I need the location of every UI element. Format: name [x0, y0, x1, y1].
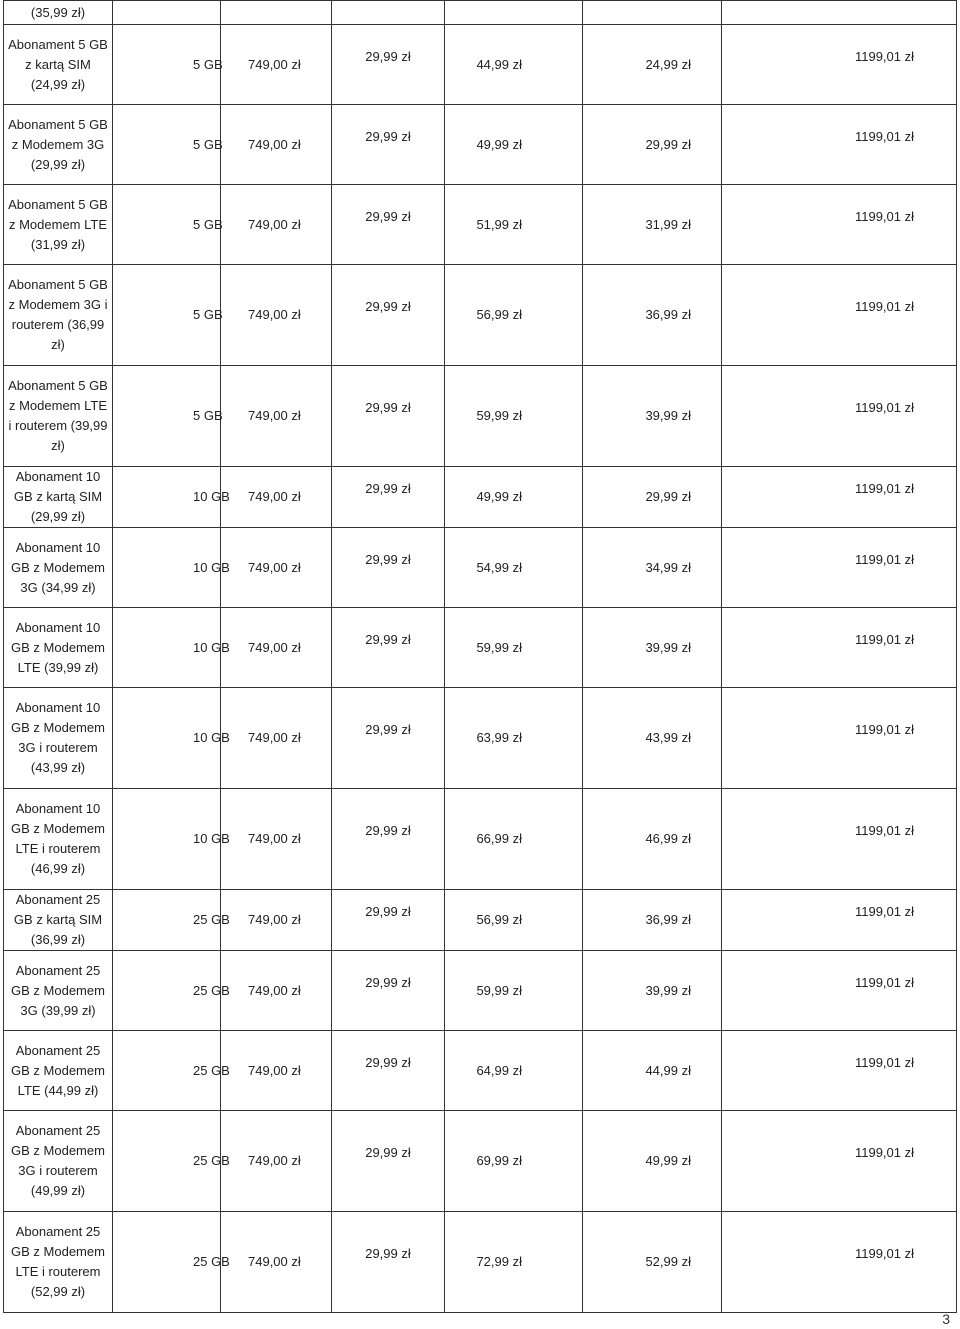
promo-cell: 29,99 zł [583, 105, 722, 185]
total-cell [722, 1031, 957, 1111]
total-cell-text: 1199,01 zł [854, 400, 914, 415]
table-row [4, 528, 957, 608]
data-cell: 5 GB [113, 105, 221, 185]
data-cell: 5 GB [113, 265, 221, 366]
plan-cell: Abonament 5 GB z Modemem LTE (31,99 zł) [4, 185, 113, 265]
fee-cell [332, 688, 445, 789]
promo-cell: 36,99 zł [583, 265, 722, 366]
price-cell: 749,00 zł [221, 1031, 332, 1111]
plan-cell: Abonament 10 GB z Modemem 3G (34,99 zł) [4, 528, 113, 608]
monthly-cell: 72,99 zł [445, 1212, 583, 1313]
total-cell [722, 528, 957, 608]
plan-cell: Abonament 25 GB z Modemem LTE (44,99 zł) [4, 1031, 113, 1111]
monthly-cell: 49,99 zł [445, 467, 583, 528]
monthly-cell: 63,99 zł [445, 688, 583, 789]
plan-cell: Abonament 25 GB z Modemem 3G (39,99 zł) [4, 951, 113, 1031]
table-row [4, 951, 957, 1031]
total-cell-text: 1199,01 zł [854, 551, 914, 567]
data-cell: 25 GB [113, 890, 221, 951]
monthly-cell: 66,99 zł [445, 789, 583, 890]
fee-cell [332, 467, 445, 528]
data-cell: 25 GB [113, 1031, 221, 1111]
fee-cell-text: 29,99 zł [365, 400, 411, 415]
promo-cell: 29,99 zł [583, 467, 722, 528]
monthly-cell: 59,99 zł [445, 951, 583, 1031]
fee-cell-text: 29,99 zł [365, 1145, 411, 1160]
data-cell: 10 GB [113, 688, 221, 789]
plan-cell: Abonament 5 GB z Modemem 3G i routerem (36,99 zł) [4, 265, 113, 366]
total-cell-text: 1199,01 zł [854, 631, 914, 647]
data-cell: 10 GB [113, 608, 221, 688]
monthly-cell: 59,99 zł [445, 366, 583, 467]
total-cell-text: 1199,01 zł [854, 299, 914, 314]
plan-cell: Abonament 10 GB z Modemem LTE (39,99 zł) [4, 608, 113, 688]
fee-cell-text: 29,99 zł [365, 208, 411, 224]
promo-cell: 43,99 zł [583, 688, 722, 789]
promo-cell: 49,99 zł [583, 1111, 722, 1212]
total-cell [722, 1212, 957, 1313]
total-cell-text: 1199,01 zł [854, 128, 914, 144]
pricing-table [3, 0, 957, 1313]
total-cell [722, 608, 957, 688]
price-cell: 749,00 zł [221, 25, 332, 105]
data-cell: 25 GB [113, 951, 221, 1031]
fee-cell [332, 789, 445, 890]
data-cell: 5 GB [113, 185, 221, 265]
fee-cell-text: 29,99 zł [365, 48, 411, 64]
plan-cell: Abonament 25 GB z Modemem LTE i routerem (52,99 zł) [4, 1212, 113, 1313]
data-cell: 25 GB [113, 1111, 221, 1212]
table-row-top-fragment [4, 1, 957, 25]
table-row [4, 1212, 957, 1313]
price-cell: 749,00 zł [221, 265, 332, 366]
fee-cell [332, 528, 445, 608]
plan-cell: Abonament 10 GB z Modemem 3G i routerem (43,99 zł) [4, 688, 113, 789]
price-cell: 749,00 zł [221, 1111, 332, 1212]
data-cell: 10 GB [113, 528, 221, 608]
promo-cell: 46,99 zł [583, 789, 722, 890]
fee-cell [332, 951, 445, 1031]
fee-cell [332, 265, 445, 366]
monthly-cell: 59,99 zł [445, 608, 583, 688]
empty-cell [113, 1, 221, 25]
plan-cell: Abonament 10 GB z Modemem LTE i routerem (46,99 zł) [4, 789, 113, 890]
total-cell [722, 467, 957, 528]
monthly-cell: 56,99 zł [445, 890, 583, 951]
data-cell: 10 GB [113, 467, 221, 528]
total-cell-text: 1199,01 zł [854, 823, 914, 838]
monthly-cell: 51,99 zł [445, 185, 583, 265]
fee-cell [332, 1031, 445, 1111]
fee-cell-text: 29,99 zł [365, 1246, 411, 1261]
fee-cell [332, 608, 445, 688]
table-row [4, 789, 957, 890]
total-cell [722, 366, 957, 467]
price-cell: 749,00 zł [221, 185, 332, 265]
total-cell [722, 105, 957, 185]
table-row [4, 105, 957, 185]
price-cell: 749,00 zł [221, 951, 332, 1031]
fee-cell-text: 29,99 zł [365, 481, 411, 496]
total-cell [722, 265, 957, 366]
price-cell: 749,00 zł [221, 608, 332, 688]
fee-cell-text: 29,99 zł [365, 299, 411, 314]
fee-cell [332, 185, 445, 265]
fee-cell [332, 1111, 445, 1212]
total-cell [722, 688, 957, 789]
fee-cell-text: 29,99 zł [365, 551, 411, 567]
plan-cell: Abonament 5 GB z Modemem LTE i routerem (39,99 zł) [4, 366, 113, 467]
monthly-cell: 64,99 zł [445, 1031, 583, 1111]
price-cell: 749,00 zł [221, 789, 332, 890]
total-cell [722, 185, 957, 265]
table-row [4, 185, 957, 265]
table-row [4, 608, 957, 688]
empty-cell [221, 1, 332, 25]
total-cell-text: 1199,01 zł [854, 48, 914, 64]
plan-cell: Abonament 5 GB z kartą SIM (24,99 zł) [4, 25, 113, 105]
fee-cell-text: 29,99 zł [365, 904, 411, 919]
price-cell: 749,00 zł [221, 688, 332, 789]
table-row [4, 1111, 957, 1212]
empty-cell [445, 1, 583, 25]
promo-cell: 34,99 zł [583, 528, 722, 608]
fee-cell [332, 890, 445, 951]
plan-cell: Abonament 25 GB z kartą SIM (36,99 zł) [4, 890, 113, 951]
promo-cell: 39,99 zł [583, 366, 722, 467]
empty-cell [722, 1, 957, 25]
data-cell: 5 GB [113, 25, 221, 105]
table-body [4, 1, 957, 1313]
total-cell-text: 1199,01 zł [854, 904, 914, 919]
promo-cell: 39,99 zł [583, 951, 722, 1031]
table-row [4, 1031, 957, 1111]
total-cell [722, 951, 957, 1031]
promo-cell: 52,99 zł [583, 1212, 722, 1313]
plan-cell: (35,99 zł) [4, 1, 113, 25]
promo-cell: 36,99 zł [583, 890, 722, 951]
promo-cell: 24,99 zł [583, 25, 722, 105]
total-cell-text: 1199,01 zł [854, 208, 914, 224]
price-cell: 749,00 zł [221, 366, 332, 467]
promo-cell: 31,99 zł [583, 185, 722, 265]
table-row [4, 688, 957, 789]
plan-cell: Abonament 5 GB z Modemem 3G (29,99 zł) [4, 105, 113, 185]
monthly-cell: 69,99 zł [445, 1111, 583, 1212]
price-cell: 749,00 zł [221, 105, 332, 185]
price-cell: 749,00 zł [221, 890, 332, 951]
data-cell: 5 GB [113, 366, 221, 467]
table-row [4, 890, 957, 951]
promo-cell: 39,99 zł [583, 608, 722, 688]
total-cell-text: 1199,01 zł [854, 481, 914, 496]
fee-cell-text: 29,99 zł [365, 631, 411, 647]
fee-cell-text: 29,99 zł [365, 823, 411, 838]
table-row [4, 366, 957, 467]
fee-cell [332, 1212, 445, 1313]
price-cell: 749,00 zł [221, 467, 332, 528]
empty-cell [583, 1, 722, 25]
data-cell: 25 GB [113, 1212, 221, 1313]
table-row [4, 25, 957, 105]
table-row [4, 467, 957, 528]
total-cell [722, 789, 957, 890]
total-cell [722, 890, 957, 951]
total-cell-text: 1199,01 zł [854, 1246, 914, 1261]
fee-cell-text: 29,99 zł [365, 1054, 411, 1070]
page-number: 3 [942, 1311, 950, 1327]
empty-cell [332, 1, 445, 25]
fee-cell-text: 29,99 zł [365, 974, 411, 990]
fee-cell [332, 105, 445, 185]
total-cell [722, 25, 957, 105]
fee-cell-text: 29,99 zł [365, 722, 411, 737]
price-cell: 749,00 zł [221, 528, 332, 608]
monthly-cell: 44,99 zł [445, 25, 583, 105]
price-cell: 749,00 zł [221, 1212, 332, 1313]
plan-cell: Abonament 25 GB z Modemem 3G i routerem (49,99 zł) [4, 1111, 113, 1212]
fee-cell [332, 366, 445, 467]
fee-cell-text: 29,99 zł [365, 128, 411, 144]
monthly-cell: 49,99 zł [445, 105, 583, 185]
plan-cell: Abonament 10 GB z kartą SIM (29,99 zł) [4, 467, 113, 528]
total-cell [722, 1111, 957, 1212]
monthly-cell: 56,99 zł [445, 265, 583, 366]
total-cell-text: 1199,01 zł [854, 722, 914, 737]
data-cell: 10 GB [113, 789, 221, 890]
table-row [4, 265, 957, 366]
total-cell-text: 1199,01 zł [854, 974, 914, 990]
promo-cell: 44,99 zł [583, 1031, 722, 1111]
fee-cell [332, 25, 445, 105]
total-cell-text: 1199,01 zł [854, 1054, 914, 1070]
monthly-cell: 54,99 zł [445, 528, 583, 608]
total-cell-text: 1199,01 zł [854, 1145, 914, 1160]
